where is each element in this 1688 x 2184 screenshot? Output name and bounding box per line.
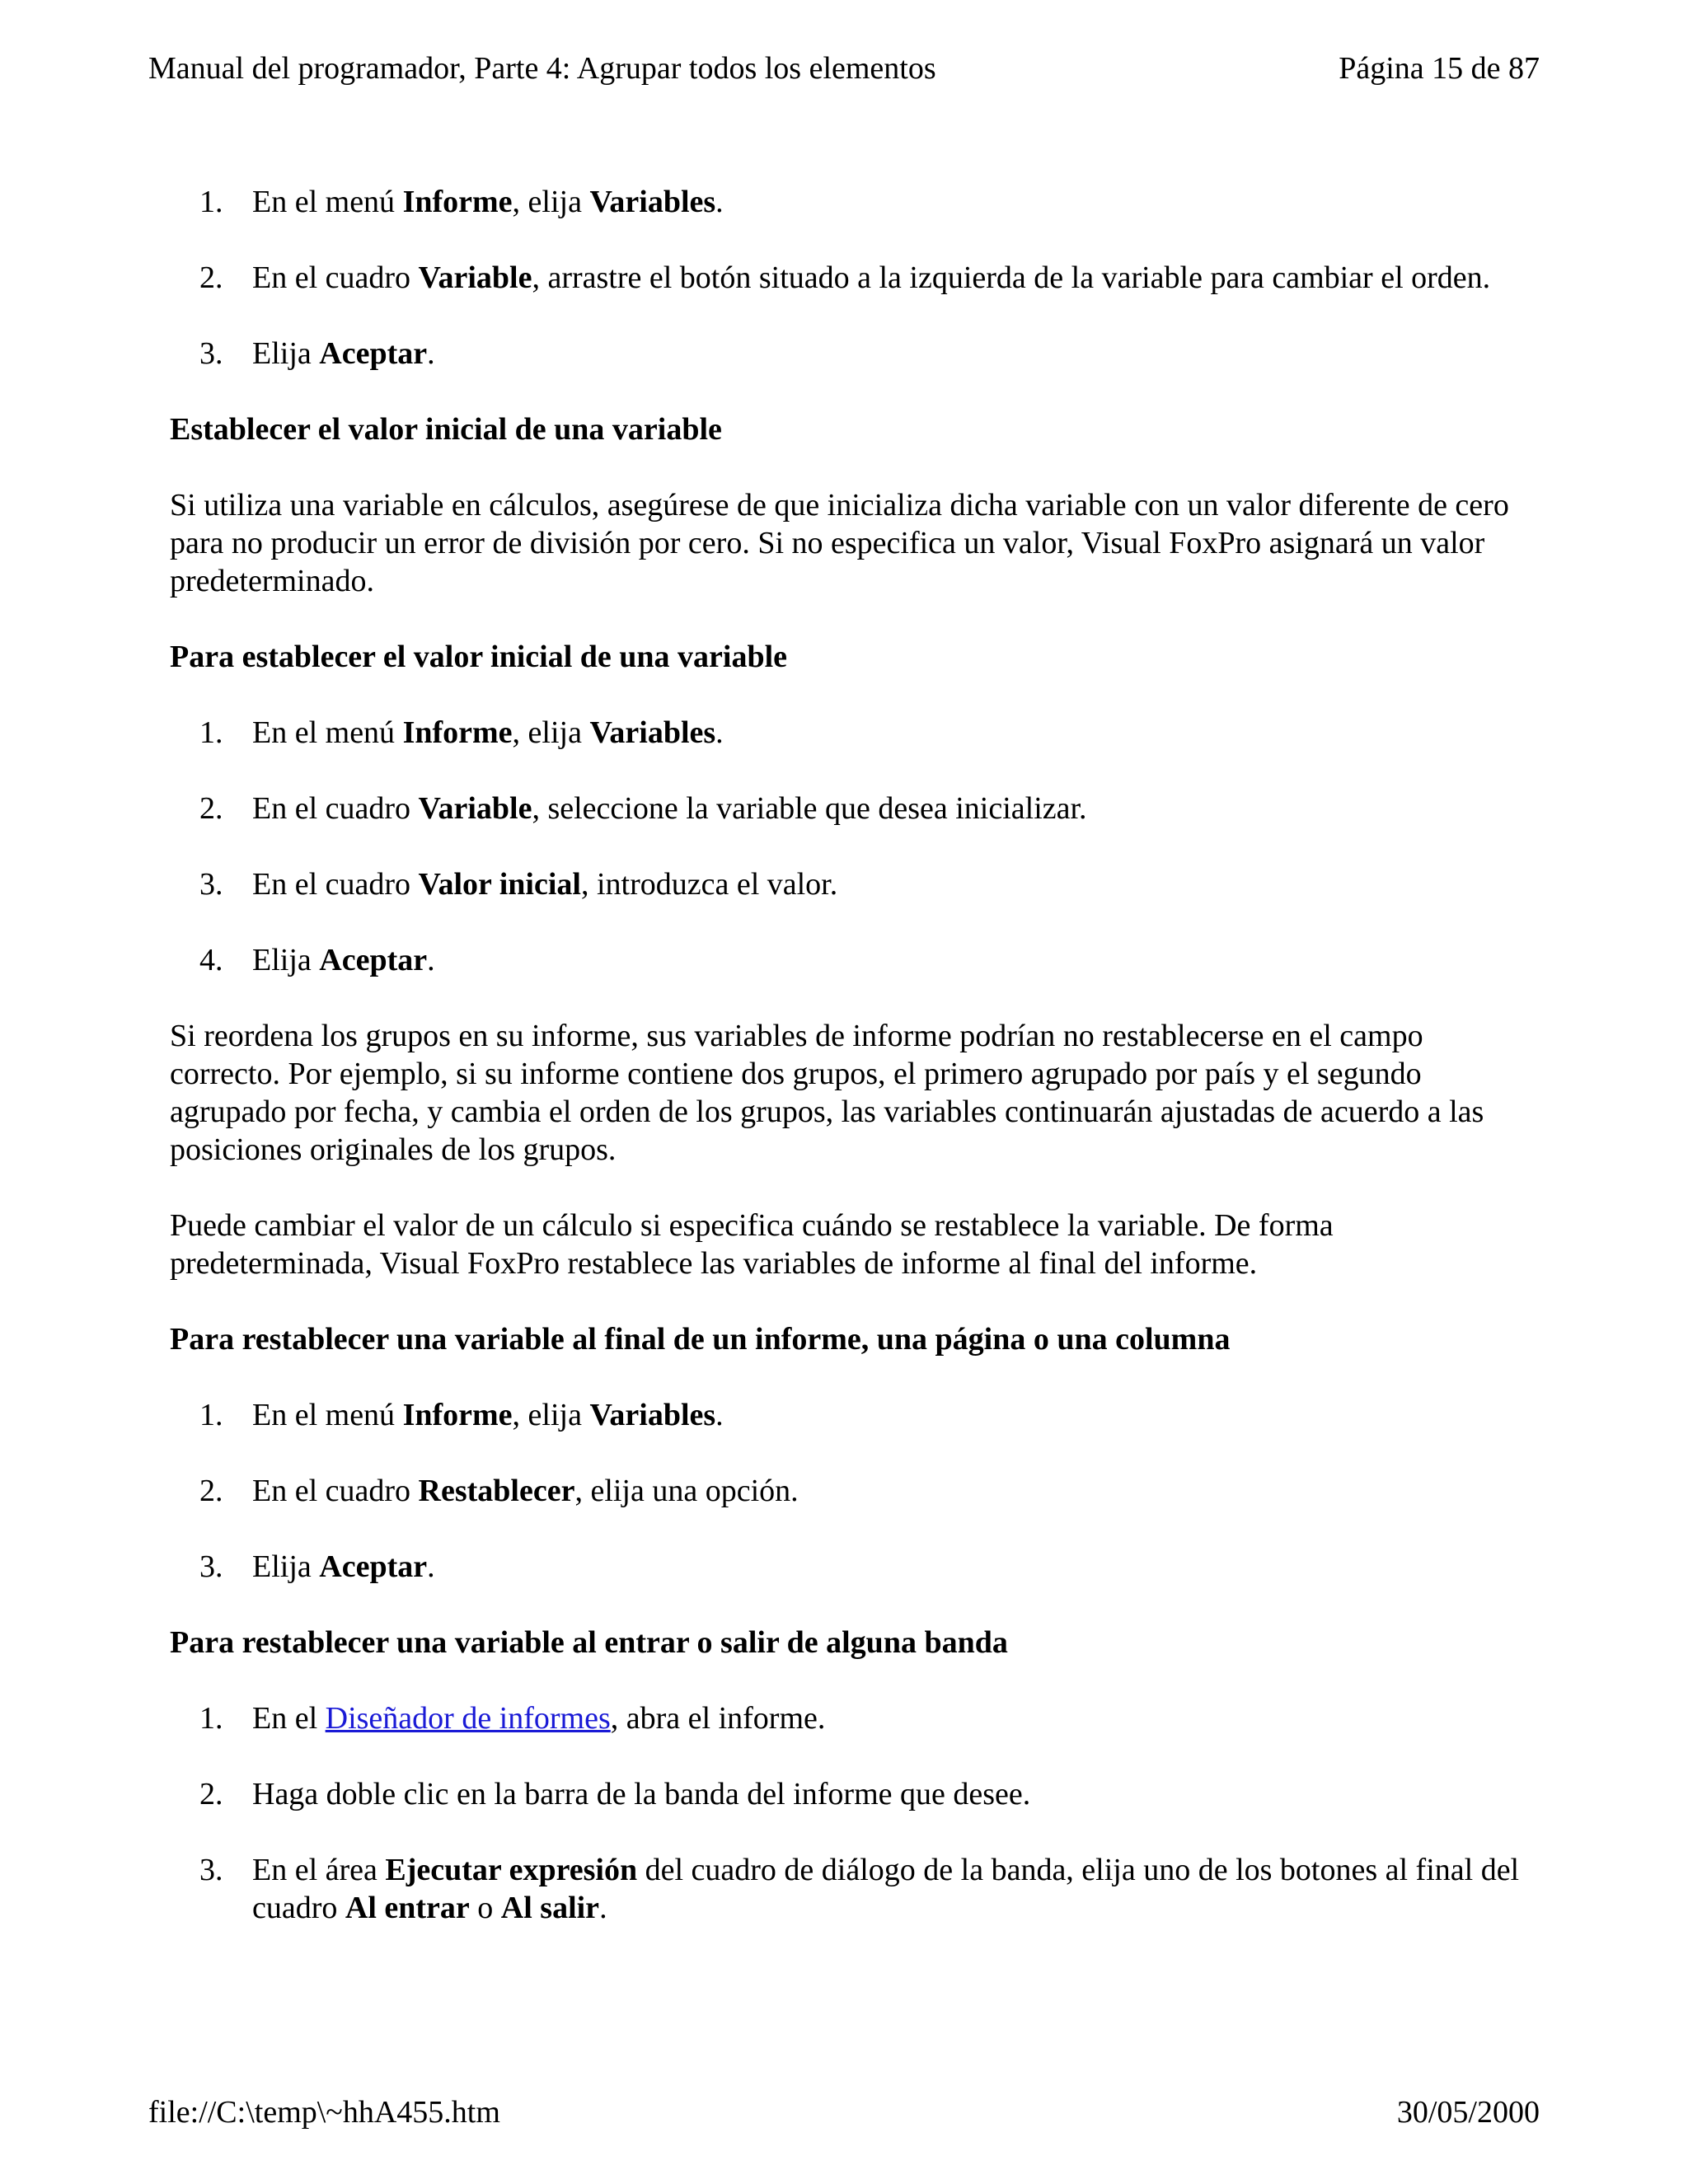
- list-text: , arrastre el botón situado a la izquierda de la variable para cambiar el orden.: [532, 260, 1491, 295]
- list-item: [170, 259, 1530, 297]
- list-number: 2.: [199, 1777, 223, 1811]
- list-text: En el menú: [252, 715, 403, 750]
- list-text: , elija una opción.: [574, 1474, 799, 1508]
- list-number: 3.: [199, 867, 223, 902]
- list-text: En el cuadro: [252, 867, 419, 902]
- menu-item-name: Variables: [589, 1398, 716, 1432]
- list-number: 2.: [199, 791, 223, 826]
- list-number: 3.: [199, 336, 223, 371]
- list-text: .: [715, 715, 724, 750]
- list-text: .: [427, 943, 435, 977]
- list-text: .: [715, 1398, 724, 1432]
- footer-file-path: file://C:\temp\~hhA455.htm: [148, 2095, 500, 2130]
- paragraph: Puede cambiar el valor de un cálculo si especifica cuándo se restablece la variable. De forma predeterminada, Visual FoxPro restablece las variables de informe al final del informe.: [170, 1208, 1334, 1281]
- list-number: 3.: [199, 1853, 223, 1887]
- list-text: Elija: [252, 1549, 320, 1584]
- list-text: del cuadro de diálogo de la banda, elija uno de los botones al final del cuadro: [252, 1853, 1520, 1925]
- menu-name: Informe: [402, 185, 513, 219]
- list-text: , introduzca el valor.: [580, 867, 838, 902]
- steps-list-reset-end: [170, 1396, 1530, 1586]
- paragraph: Si reordena los grupos en su informe, sus variables de informe podrían no restablecerse en el campo correcto. Por ejemplo, si su informe contiene dos grupos, el primero agrupado por país y el segundo agrupado por fecha, y cambia el orden de los grupos, las variables continuarán ajustadas de acuerdo a las posiciones originales de los grupos.: [170, 1019, 1484, 1167]
- box-name: Variable: [418, 791, 532, 826]
- list-text: En el cuadro: [252, 791, 419, 826]
- list-text: Elija: [252, 336, 320, 371]
- list-number: 1.: [199, 1398, 223, 1432]
- list-text: , elija: [512, 715, 590, 750]
- list-item: [170, 1775, 1530, 1813]
- steps-list-reorder: [170, 183, 1530, 373]
- list-item: [170, 865, 1530, 903]
- procedure-heading: Para restablecer una variable al final de un informe, una página o una columna: [170, 1322, 1231, 1357]
- list-text: En el: [252, 1701, 326, 1736]
- list-text: , elija: [512, 185, 590, 219]
- button-name: Aceptar: [319, 1549, 428, 1584]
- box-name: Valor inicial: [418, 867, 581, 902]
- list-item: [170, 714, 1530, 752]
- list-item: [170, 1699, 1530, 1737]
- list-text: .: [427, 1549, 435, 1584]
- list-item: [170, 790, 1530, 827]
- list-text: En el cuadro: [252, 1474, 419, 1508]
- procedure-heading: Para establecer el valor inicial de una variable: [170, 640, 787, 674]
- list-item: [170, 941, 1530, 979]
- menu-item-name: Variables: [589, 185, 716, 219]
- list-item: [170, 1851, 1530, 1927]
- list-item: [170, 1396, 1530, 1434]
- area-name: Ejecutar expresión: [385, 1853, 638, 1887]
- document-content: [170, 183, 1530, 1965]
- list-number: 2.: [199, 1474, 223, 1508]
- list-text: o: [469, 1891, 501, 1925]
- list-item: [170, 335, 1530, 373]
- list-number: 1.: [199, 1701, 223, 1736]
- list-number: 4.: [199, 943, 223, 977]
- list-text: En el área: [252, 1853, 386, 1887]
- list-text: .: [427, 336, 435, 371]
- report-designer-link[interactable]: Diseñador de informes: [325, 1701, 611, 1736]
- list-text: , elija: [512, 1398, 590, 1432]
- box-name: Al entrar: [345, 1891, 470, 1925]
- button-name: Aceptar: [319, 943, 428, 977]
- steps-list-reset-band: [170, 1699, 1530, 1927]
- list-text: En el menú: [252, 1398, 403, 1432]
- list-item: [170, 183, 1530, 221]
- menu-item-name: Variables: [589, 715, 716, 750]
- box-name: Variable: [418, 260, 532, 295]
- list-number: 2.: [199, 260, 223, 295]
- section-heading: Establecer el valor inicial de una variable: [170, 412, 722, 447]
- list-text: , abra el informe.: [610, 1701, 826, 1736]
- list-item: [170, 1548, 1530, 1586]
- list-text: Haga doble clic en la barra de la banda del informe que desee.: [252, 1777, 1031, 1811]
- list-text: Elija: [252, 943, 320, 977]
- list-text: .: [715, 185, 724, 219]
- menu-name: Informe: [402, 1398, 513, 1432]
- footer-date: 30/05/2000: [1396, 2095, 1540, 2130]
- menu-name: Informe: [402, 715, 513, 750]
- list-text: En el menú: [252, 185, 403, 219]
- list-number: 1.: [199, 185, 223, 219]
- box-name: Restablecer: [418, 1474, 575, 1508]
- steps-list-initial-value: [170, 714, 1530, 979]
- list-number: 3.: [199, 1549, 223, 1584]
- paragraph: Si utiliza una variable en cálculos, asegúrese de que inicializa dicha variable con un valor diferente de cero para no producir un error de división por cero. Si no especifica un valor, Visual FoxPro asignará un valor predeterminado.: [170, 488, 1509, 598]
- list-text: .: [599, 1891, 607, 1925]
- list-text: En el cuadro: [252, 260, 419, 295]
- button-name: Aceptar: [319, 336, 428, 371]
- procedure-heading: Para restablecer una variable al entrar o salir de alguna banda: [170, 1625, 1008, 1660]
- list-text: , seleccione la variable que desea inicializar.: [532, 791, 1087, 826]
- header-page-number: Página 15 de 87: [1339, 51, 1540, 86]
- list-number: 1.: [199, 715, 223, 750]
- box-name: Al salir: [500, 1891, 600, 1925]
- header-title: Manual del programador, Parte 4: Agrupar todos los elementos: [148, 51, 936, 86]
- list-item: [170, 1472, 1530, 1510]
